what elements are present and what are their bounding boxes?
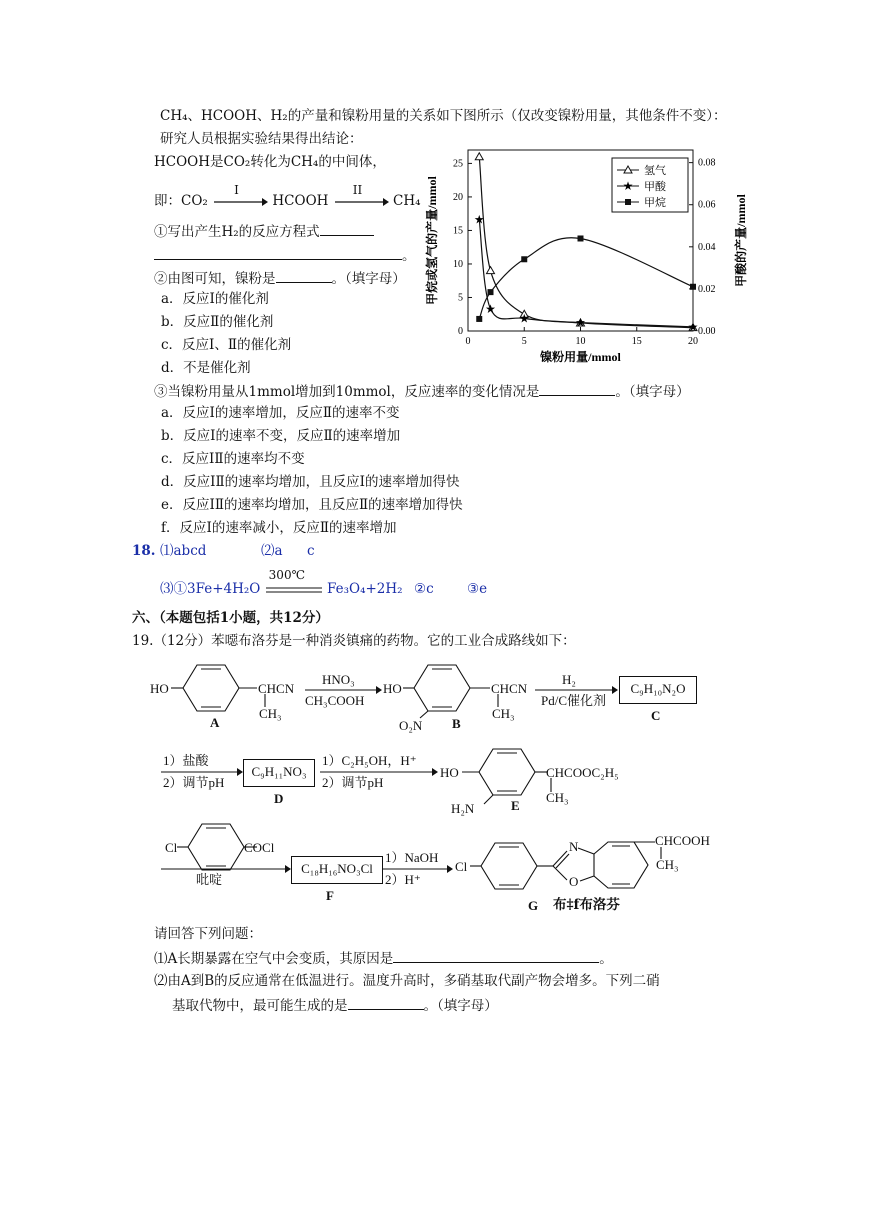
q3-option-d: d．反应ⅠⅡ的速率均增加，且反应Ⅰ的速率增加得快: [161, 474, 460, 490]
reagent-1-bottom: CH₃COOH: [305, 693, 365, 708]
compound-C-box: C₉H₁₀N₂O: [619, 676, 697, 704]
benzene-ring-reagent: [188, 824, 244, 870]
question-19-2-line2: 基取代物中，最可能生成的是 。（填字母）: [172, 995, 498, 1015]
benzene-ring-G2: [594, 842, 648, 888]
x-tick-label: 15: [631, 336, 642, 347]
step-I-label: I: [234, 182, 239, 197]
y-left-tick-label: 15: [453, 225, 463, 237]
row2-reagent2-bottom: 2）调节pH: [322, 775, 384, 790]
intro-line-2: 研究人员根据实验结果得出结论：: [160, 131, 363, 147]
y-right-tick-label: 0.04: [698, 241, 716, 253]
q2-option-d: d．不是催化剂: [161, 360, 251, 376]
answer-18-part3b: ②c: [414, 581, 434, 597]
data-point-formic-acid: ★: [687, 319, 699, 334]
label-D: D: [274, 791, 284, 806]
question-19-intro: 19.（12分）苯噁布洛芬是一种消炎镇痛的药物。它的工业合成路线如下：: [132, 633, 576, 649]
y-right-tick-label: 0.06: [698, 199, 716, 211]
B-nitro: O₂N: [399, 718, 423, 733]
data-point-formic-acid: ★: [622, 179, 634, 193]
B-methyl: CH₃: [492, 706, 515, 721]
benzene-ring-B: [414, 665, 470, 711]
reagent-2-bottom: Pd/C催化剂: [541, 693, 607, 708]
label-G: G: [528, 898, 539, 913]
label-F: F: [326, 888, 334, 903]
label-E: E: [511, 798, 520, 813]
y-left-tick-label: 20: [453, 191, 463, 203]
answer-18-number: 18.: [132, 543, 156, 559]
q3-option-c: c．反应ⅠⅡ的速率均不变: [161, 451, 305, 467]
data-point-formic-acid: ★: [473, 212, 485, 227]
question-19-2-line1: ⑵由A到B的反应通常在低温进行。温度升高时，多硝基取代副产物会增多。下列二硝: [154, 973, 660, 989]
q3-option-e: e．反应ⅠⅡ的速率均增加，且反应Ⅱ的速率增加得快: [161, 497, 463, 513]
q3-option-b: b．反应Ⅰ的速率不变，反应Ⅱ的速率增加: [161, 428, 401, 444]
reagent-pyridine: 吡啶: [196, 872, 223, 887]
arrow-icon: [432, 768, 438, 776]
intro-line-3: HCOOH是CO₂转化为CH₄的中间体，: [154, 154, 386, 170]
answer-18-part3c: ③e: [467, 581, 488, 597]
A-side-chain: CHCN: [258, 681, 295, 696]
benzene-ring-A: [183, 665, 239, 711]
label-A: A: [210, 715, 220, 730]
reagent-1-top: HNO₃: [322, 672, 355, 687]
G-side-chain: CHCOOH: [655, 833, 710, 848]
legend-label: 甲烷: [644, 197, 666, 209]
row3-reagent-top: 1）NaOH: [385, 850, 439, 865]
B-side-chain: CHCN: [491, 681, 528, 696]
G-oxygen: O: [569, 874, 579, 889]
data-point-formic-acid: ★: [485, 301, 496, 316]
q2-line: ②由图可知，镍粉是 。（填字母）: [154, 268, 406, 288]
G-name: 布‡f布洛芬: [553, 897, 620, 913]
answer-blank[interactable]: [348, 995, 424, 1010]
q3-option-f: f．反应Ⅰ的速率减小，反应Ⅱ的速率增加: [161, 520, 397, 536]
x-tick-label: 20: [688, 336, 698, 347]
y-right-tick-label: 0.08: [698, 157, 716, 169]
answer-18-part2: ⑵a: [261, 543, 283, 559]
y-left-tick-label: 5: [458, 292, 463, 304]
A-hydroxyl: HO: [150, 681, 169, 696]
row2-reagent2-top: 1）C₂H₅OH，H⁺: [322, 753, 417, 768]
x-tick-label: 5: [521, 336, 527, 347]
y-left-tick-label: 10: [453, 258, 463, 270]
q1-line-2: 。: [154, 245, 416, 265]
E-methyl: CH₃: [546, 790, 569, 805]
question-19-1: ⑴A长期暴露在空气中会变质，其原因是 。: [154, 948, 613, 968]
arrow-icon: [376, 686, 382, 694]
label-B: B: [452, 716, 461, 731]
G-chloro: Cl: [455, 859, 468, 874]
y-left-axis-label: 甲烷或氢气的产量/mmol: [425, 176, 439, 305]
y-left-tick-label: 0: [458, 326, 463, 337]
legend-label: 氢气: [644, 165, 666, 177]
E-amino: H₂N: [451, 801, 475, 816]
y-right-tick-label: 0.00: [698, 326, 716, 337]
B-hydroxyl: HO: [383, 681, 402, 696]
answer-18-part3: ⑶①3Fe+4H₂O 300℃ Fe₃O₄+2H₂: [160, 567, 403, 597]
answer-blank[interactable]: [393, 948, 599, 963]
benzene-ring-E: [479, 749, 535, 795]
reaction-path: 即：CO₂ I HCOOH II CH₄: [154, 182, 421, 209]
compound-F-box: C₁₈H₁₆NO₃Cl: [291, 856, 383, 884]
y-right-tick-label: 0.02: [698, 283, 716, 295]
E-hydroxyl: HO: [440, 765, 459, 780]
reagent-2-top: H₂: [562, 672, 576, 687]
benzene-ring-G1: [481, 843, 537, 889]
arrow-icon: [447, 865, 453, 873]
answer-18-part1: ⑴abcd: [160, 543, 207, 559]
x-tick-label: 0: [465, 336, 471, 347]
reaction-condition: 300℃: [268, 567, 305, 582]
E-side-chain: CHCOOC₂H₅: [546, 765, 619, 780]
label-C: C: [651, 708, 661, 723]
row2-reagent-top: 1）盐酸: [163, 753, 209, 768]
questions-intro: 请回答下列问题：: [154, 926, 262, 942]
y-right-axis-label: 甲酸的产量/mmol: [734, 194, 748, 287]
x-tick-label: 10: [575, 336, 586, 347]
q2-option-a: a．反应Ⅰ的催化剂: [161, 291, 269, 307]
reagent-chloro: Cl: [165, 840, 178, 855]
intro-line-1: CH₄、HCOOH、H₂的产量和镍粉用量的关系如下图所示（仅改变镍粉用量，其他条件不变）：: [160, 108, 727, 124]
row2-reagent-bottom: 2）调节pH: [163, 775, 225, 790]
x-axis-label: 镍粉用量/mmol: [540, 350, 621, 364]
q1-line: ①写出产生H₂的反应方程式: [154, 221, 374, 241]
legend-label: 甲酸: [644, 181, 666, 193]
data-point-formic-acid: ★: [518, 311, 530, 326]
G-nitrogen: N: [569, 839, 579, 854]
reagent-acyl-chloride: COCl: [244, 840, 275, 855]
compound-D-box: C₉H₁₁NO₃: [243, 759, 315, 787]
q3-line: ③当镍粉用量从1mmol增加到10mmol，反应速率的变化情况是 。（填字母）: [154, 381, 690, 401]
step-II-label: II: [352, 182, 363, 197]
arrow-icon: [612, 686, 618, 694]
data-point-formic-acid: ★: [575, 315, 586, 330]
y-left-tick-label: 25: [453, 158, 463, 170]
A-methyl: CH₃: [259, 706, 282, 721]
section-6-title: 六、（本题包括1小题，共12分）: [132, 610, 329, 626]
q2-option-c: c．反应Ⅰ、Ⅱ的催化剂: [161, 337, 292, 353]
row3-reagent-bottom: 2）H⁺: [385, 872, 421, 887]
q3-option-a: a．反应Ⅰ的速率增加，反应Ⅱ的速率不变: [161, 405, 400, 421]
q2-option-b: b．反应Ⅱ的催化剂: [161, 314, 274, 330]
G-methyl: CH₃: [656, 857, 679, 872]
answer-18-part2b: c: [307, 543, 315, 559]
